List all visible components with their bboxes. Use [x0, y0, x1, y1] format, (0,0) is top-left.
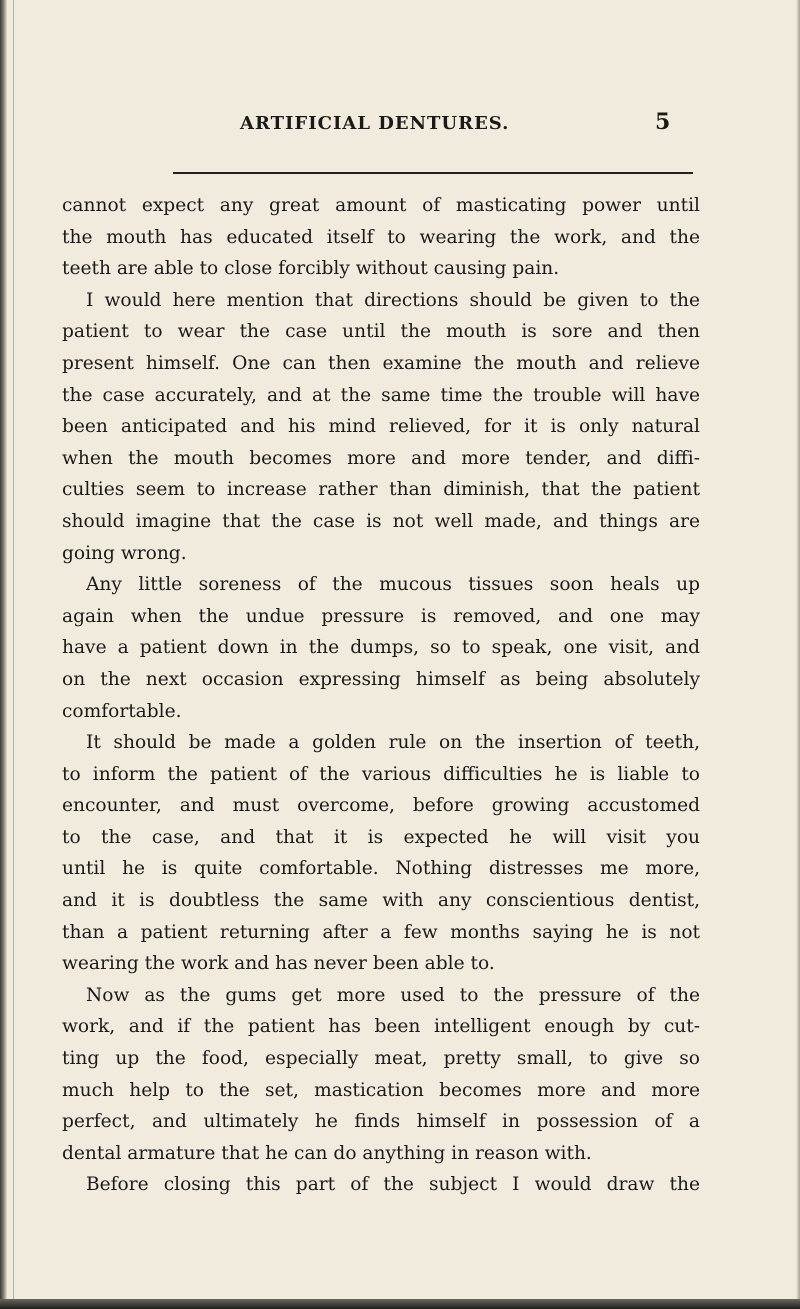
text-line: teeth are able to close forcibly without causing pain. [62, 258, 560, 280]
page-bottom-edge [0, 1299, 800, 1309]
text-line: been anticipated and his mind relieved, for it is only natural [62, 416, 700, 438]
page-binding-shadow [0, 0, 7, 1309]
page-number: 5 [655, 109, 671, 135]
page-right-edge [796, 0, 800, 1309]
text-line: Now as the gums get more used to the pressure of the [86, 984, 700, 1006]
text-line: than a patient returning after a few months saying he is not [62, 921, 700, 943]
text-line: perfect, and ultimately he finds himself in possession of a [62, 1111, 700, 1133]
text-line: encounter, and must overcome, before growing accustomed [62, 795, 700, 817]
running-title: ARTIFICIAL DENTURES. [240, 113, 510, 134]
text-line: the case accurately, and at the same time the trouble will have [62, 384, 700, 406]
running-head [0, 109, 800, 143]
text-line: present himself. One can then examine the mouth and relieve [62, 352, 700, 374]
text-line: wearing the work and has never been able to. [62, 953, 495, 975]
text-line: It should be made a golden rule on the insertion of teeth, [86, 732, 700, 754]
header-rule [173, 172, 693, 174]
text-line: Before closing this part of the subject I would draw the [86, 1174, 700, 1196]
text-line: much help to the set, mastication becomes more and more [62, 1079, 700, 1101]
text-line: I would here mention that directions should be given to the [86, 289, 700, 311]
page-edge-line [13, 0, 14, 1309]
body-text [62, 190, 700, 1201]
text-line: and it is doubtless the same with any conscientious dentist, [62, 890, 700, 912]
text-line: work, and if the patient has been intelligent enough by cut- [62, 1016, 700, 1038]
text-line: to the case, and that it is expected he will visit you [62, 826, 700, 848]
text-line: comfortable. [62, 700, 182, 722]
text-line: the mouth has educated itself to wearing the work, and the [62, 226, 700, 248]
text-line: dental armature that he can do anything in reason with. [62, 1142, 592, 1164]
text-line: on the next occasion expressing himself as being absolutely [62, 668, 700, 690]
text-line: until he is quite comfortable. Nothing distresses me more, [62, 858, 700, 880]
text-line: when the mouth becomes more and more tender, and diffi- [62, 447, 700, 469]
text-line: should imagine that the case is not well made, and things are [62, 510, 700, 532]
text-line: have a patient down in the dumps, so to speak, one visit, and [62, 637, 700, 659]
text-line: again when the undue pressure is removed, and one may [62, 605, 700, 627]
text-line: Any little soreness of the mucous tissues soon heals up [86, 574, 700, 596]
text-line: culties seem to increase rather than diminish, that the patient [62, 479, 700, 501]
text-line: to inform the patient of the various difficulties he is liable to [62, 763, 700, 785]
text-line: patient to wear the case until the mouth is sore and then [62, 321, 700, 343]
text-line: cannot expect any great amount of masticating power until [62, 195, 700, 216]
text-line: ting up the food, especially meat, pretty small, to give so [62, 1048, 700, 1070]
text-line: going wrong. [62, 542, 187, 564]
